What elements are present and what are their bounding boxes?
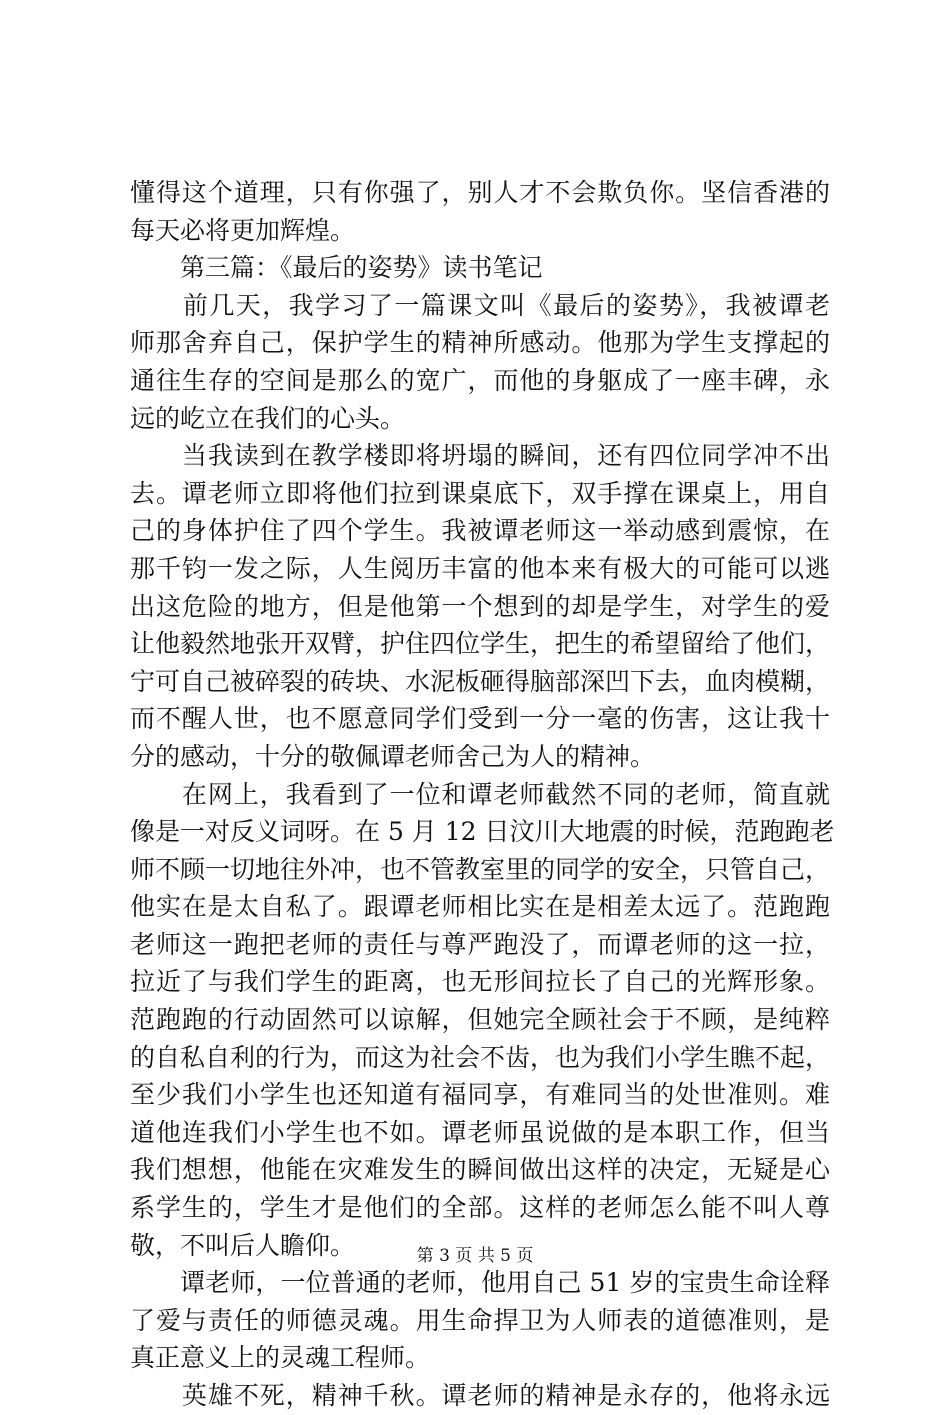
text-line: 前几天，我学习了一篇课文叫《最后的姿势》，我被谭老: [130, 290, 830, 320]
text-line: 远的屹立在我们的心头。: [130, 403, 406, 433]
text-line: 真正意义上的灵魂工程师。: [130, 1343, 431, 1373]
text-line: 英雄不死，精神千秋。谭老师的精神是永存的，他将永远: [130, 1381, 830, 1410]
text-line: 拉近了与我们学生的距离，也无形间拉长了自己的光辉形象。: [130, 967, 830, 997]
text-line: 懂得这个道理，只有你强了，别人才不会欺负你。坚信香港的: [130, 178, 830, 207]
text-line: 第三篇：《最后的姿势》读书笔记: [130, 253, 543, 283]
text-line: 那千钧一发之际，人生阅历丰富的他本来有极大的可能可以逃: [130, 553, 830, 583]
text-line: 了爱与责任的师德灵魂。用生命捍卫为人师表的道德准则，是: [130, 1305, 830, 1335]
text-line: 出这危险的地方，但是他第一个想到的却是学生，对学生的爱: [130, 591, 830, 621]
text-line: 敬，不叫后人瞻仰。: [130, 1230, 356, 1260]
text-line: 我们想想，他能在灾难发生的瞬间做出这样的决定，无疑是心: [130, 1155, 830, 1185]
text-line: 当我读到在教学楼即将坍塌的瞬间，还有四位同学冲不出: [130, 441, 830, 471]
text-line: 师不顾一切地往外冲，也不管教室里的同学的安全，只管自己，: [130, 854, 831, 884]
text-line: 去。谭老师立即将他们拉到课桌底下，双手撑在课桌上，用自: [130, 478, 830, 508]
text-line: 每天必将更加辉煌。: [130, 215, 356, 245]
text-line: 宁可自己被碎裂的砖块、水泥板砸得脑部深凹下去，血肉模糊，: [130, 666, 831, 696]
text-line: 分的感动，十分的敬佩谭老师舍己为人的精神。: [130, 741, 656, 771]
page-footer: 第 3 页 共 5 页: [416, 1246, 534, 1266]
text-line: 像是一对反义词呀。在 5 月 12 日汶川大地震的时候，范跑跑老: [130, 817, 835, 847]
text-line: 的自私自利的行为，而这为社会不齿，也为我们小学生瞧不起，: [130, 1042, 831, 1072]
text-line: 系学生的，学生才是他们的全部。这样的老师怎么能不叫人尊: [130, 1193, 830, 1223]
text-line: 老师这一跑把老师的责任与尊严跑没了，而谭老师的这一拉，: [130, 929, 830, 959]
text-line: 在网上，我看到了一位和谭老师截然不同的老师，简直就: [130, 779, 830, 809]
text-line: 而不醒人世，也不愿意同学们受到一分一毫的伤害，这让我十: [130, 704, 830, 734]
text-line: 至少我们小学生也还知道有福同享，有难同当的处世准则。难: [130, 1080, 830, 1110]
body-text: [130, 174, 835, 1415]
text-line: 师那舍弃自己，保护学生的精神所感动。他那为学生支撑起的: [130, 328, 830, 358]
text-line: 道他连我们小学生也不如。谭老师虽说做的是本职工作，但当: [130, 1117, 830, 1147]
text-line: 他实在是太自私了。跟谭老师相比实在是相差太远了。范跑跑: [130, 892, 830, 922]
text-line: 让他毅然地张开双臂，护住四位学生，把生的希望留给了他们，: [130, 629, 831, 659]
text-line: 通往生存的空间是那么的宽广，而他的身躯成了一座丰碑，永: [130, 365, 830, 395]
text-line: 谭老师，一位普通的老师，他用自己 51 岁的宝贵生命诠释: [130, 1268, 830, 1298]
text-line: 范跑跑的行动固然可以谅解，但她完全顾社会于不顾，是纯粹: [130, 1005, 830, 1035]
text-line: 己的身体护住了四个学生。我被谭老师这一举动感到震惊，在: [130, 516, 830, 546]
